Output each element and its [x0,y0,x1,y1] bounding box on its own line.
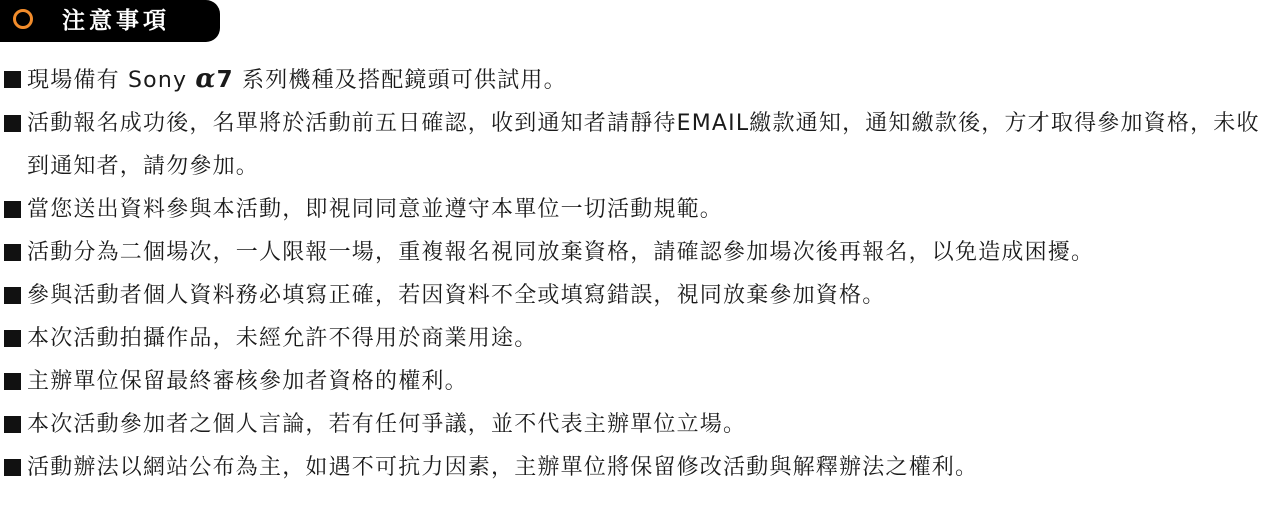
square-bullet-icon [4,416,21,433]
list-item [4,360,1276,403]
square-bullet-icon [4,115,21,132]
list-item [4,274,1276,317]
note-text: 本次活動拍攝作品，未經允許不得用於商業用途。 [27,326,538,351]
list-item [4,58,1276,102]
list-item [4,231,1276,274]
note-text: 主辦單位保留最終審核參加者資格的權利。 [27,369,468,394]
square-bullet-icon [4,373,21,390]
notes-list [4,58,1276,489]
note-suffix: 系列機種及搭配鏡頭可供試用。 [233,68,567,93]
square-bullet-icon [4,287,21,304]
note-text: 當您送出資料參與本活動，即視同同意並遵守本單位一切活動規範。 [27,197,724,222]
section-header [0,0,220,42]
square-bullet-icon [4,244,21,261]
square-bullet-icon [4,201,21,218]
note-prefix: 現場備有 Sony [27,68,196,93]
list-item [4,102,1276,188]
section-title: 注意事項 [62,8,170,34]
list-item [4,403,1276,446]
header-notch [8,0,46,8]
note-text [27,58,1273,102]
list-item [4,317,1276,360]
sony-alpha-logo: α [195,64,217,94]
square-bullet-icon [4,459,21,476]
square-bullet-icon [4,71,21,88]
note-text: 活動辦法以網站公布為主，如遇不可抗力因素，主辦單位將保留修改活動與解釋辦法之權利。 [27,455,979,480]
note-text: 參與活動者個人資料務必填寫正確，若因資料不全或填寫錯誤，視同放棄參加資格。 [27,283,886,308]
note-text: 活動分為二個場次，一人限報一場，重複報名視同放棄資格，請確認參加場次後再報名，以免造成困擾。 [27,240,1095,265]
sony-model-number: 7 [216,67,234,93]
square-bullet-icon [4,330,21,347]
circle-icon [13,9,33,29]
note-text: 本次活動參加者之個人言論，若有任何爭議，並不代表主辦單位立場。 [27,412,747,437]
list-item [4,446,1276,489]
list-item [4,188,1276,231]
note-text: 活動報名成功後，名單將於活動前五日確認，收到通知者請靜待EMAIL繳款通知，通知繳款後，方才取得參加資格，未收到通知者，請勿參加。 [27,111,1260,179]
